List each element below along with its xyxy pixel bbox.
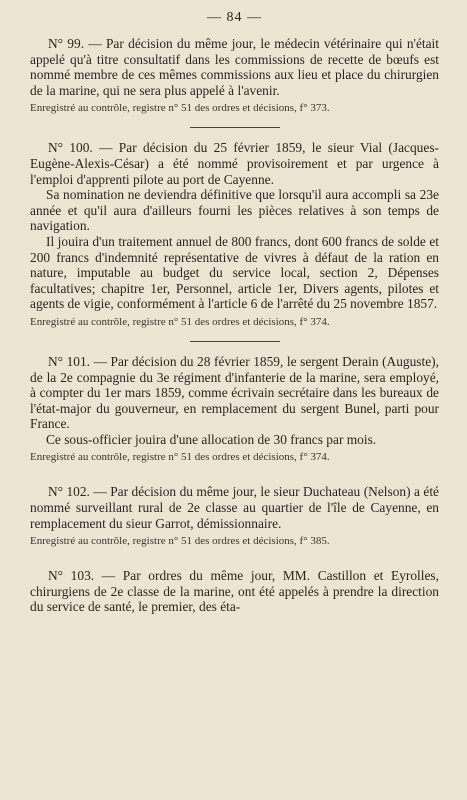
registration-note: Enregistré au contrôle, registre n° 51 des ordres et décisions, f° 374. (30, 315, 330, 328)
page-number: — 84 — (207, 10, 262, 25)
entry-paragraph: N° 103. — Par ordres du même jour, MM. Castillon et Eyrolles, chirurgiens de 2e classe de la marine, ont été appelés à prendre la direction du service de santé, le premier, des éta- (30, 568, 439, 615)
decision-entry-101 (30, 354, 439, 465)
decision-entry-103 (30, 568, 439, 615)
decision-entry-99 (30, 36, 439, 115)
entry-paragraph: N° 101. — Par décision du 28 février 1859, le sergent Derain (Auguste), de la 2e compagnie du 3e régiment d'infanterie de la marine, sera employé, à compter du 1er mars 1859, comme écrivain secrétaire dans les bureaux de l'état-major du gouverneur, en remplacement du sergent Bunel, parti pour France. (30, 353, 439, 432)
registration-note: Enregistré au contrôle, registre n° 51 des ordres et décisions, f° 374. (30, 451, 330, 464)
registration-note: Enregistré au contrôle, registre n° 51 des ordres et décisions, f° 385. (30, 535, 330, 548)
spacer (30, 548, 439, 568)
registration-note: Enregistré au contrôle, registre n° 51 des ordres et décisions, f° 373. (30, 102, 330, 115)
spacer (30, 464, 439, 484)
entry-paragraph: N° 102. — Par décision du même jour, le sieur Duchateau (Nelson) a été nommé surveillant rural de 2e classe au quartier de l'île de Cayenne, en remplacement du sieur Garrot, démissionnaire. (30, 484, 439, 531)
section-divider (190, 127, 280, 128)
entry-paragraph: N° 100. — Par décision du 25 février 1859, le sieur Vial (Jacques-Eugène-Alexis-César) a été nommé provisoirement et par urgence à l'emploi d'apprenti pilote au port de Cayenne. (30, 140, 439, 187)
entry-paragraph: Sa nomination ne deviendra définitive que lorsqu'il aura accompli sa 23e année et qu'il aura d'ailleurs fourni les pièces relatives à son temps de navigation. (30, 187, 439, 234)
section-divider (190, 341, 280, 342)
entry-paragraph: Il jouira d'un traitement annuel de 800 francs, dont 600 francs de solde et 200 francs d'indemnité représentative de vivres à défaut de la ration en nature, imputable au budget du service local, section 2, Dépenses facultatives; chapitre 1er, Personnel, article 1er, Divers agents, pilotes et agents de vigie, conformément à l'article 6 de l'arrêté du 25 novembre 1857. (30, 233, 439, 312)
decision-entry-100 (30, 140, 439, 329)
decision-entry-102 (30, 484, 439, 548)
entry-paragraph: Ce sous-officier jouira d'une allocation de 30 francs par mois. (46, 431, 377, 447)
entry-paragraph: N° 99. — Par décision du même jour, le médecin vétérinaire qui n'était appelé qu'à titre consultatif dans les commissions de recette de bœufs est nommé membre de ces mêmes commissions aux lieu et place du chirurgien de la marine, qui ne sera plus appelé à l'avenir. (30, 36, 439, 98)
